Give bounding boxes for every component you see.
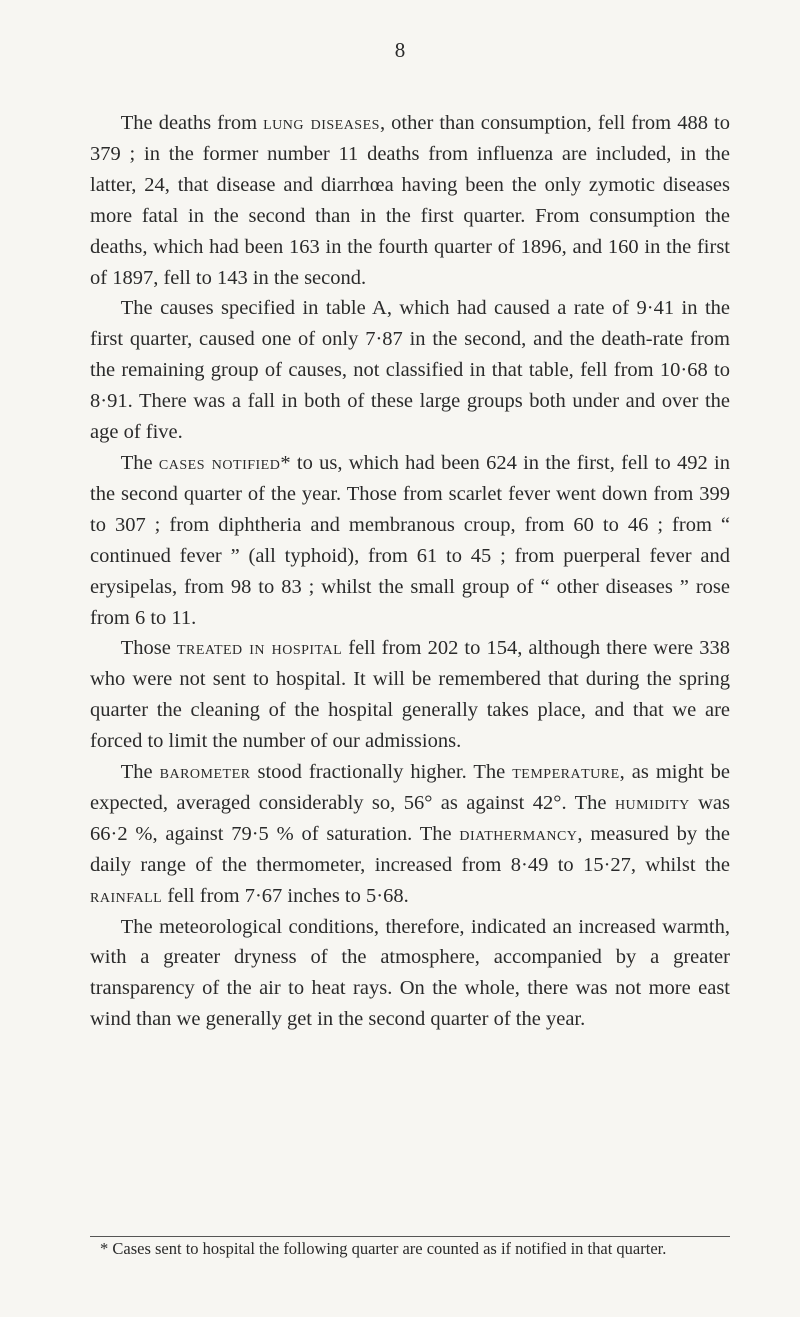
- text-run: * to us, which had been 624 in the first, fell to 492 in the second quarter of the year. Those from scarlet fever went down from 399 to 307 ; from diphtheria and membranous croup, from 60 to 46 ; from “ continued fever ” (all typhoid), from 61 to 45 ; from puerperal fever and erysipelas, from 98 to 83 ; whilst the small group of “ other diseases ” rose from 6 to 11.: [90, 451, 730, 629]
- body-text: [90, 108, 730, 1035]
- text-run: , other than consumption, fell from 488 to 379 ; in the former number 11 deaths from influenza are included, in the latter, 24, that disease and diarrhœa having been the only zymotic diseases more fatal in the second than in the first quarter. From consumption the deaths, which had been 163 in the fourth quarter of 1896, and 160 in the first of 1897, fell to 143 in the second.: [90, 112, 730, 289]
- text-run: , as might be expected, averaged considerably so, 56° as against 42°. The: [90, 761, 731, 814]
- text-run: fell from 7·67 inches to 5·68.: [162, 884, 409, 907]
- paragraph: [90, 108, 730, 293]
- text-run: The: [120, 761, 160, 784]
- small-caps-term: lung diseases: [263, 112, 380, 134]
- text-run: fell from 202 to 154, although there were 338 who were not sent to hospital. It will be remembered that during the spring quarter the cleaning of the hospital generally takes place, and that we are forced to limit the number of our admissions.: [90, 637, 730, 753]
- small-caps-term: treated in hospital: [176, 637, 343, 660]
- small-caps-term: barometer: [159, 761, 251, 784]
- text-run: The meteorological conditions, therefore, indicated an increased warmth, with a greater dryness of the atmosphere, accompanied by a greater transparency of the air to heat rays. On the whole, there was not more east wind than we generally get in the second quarter of the year.: [90, 915, 730, 1031]
- text-run: The: [120, 451, 159, 474]
- small-caps-term: diathermancy: [459, 822, 578, 845]
- paragraph: [90, 757, 730, 912]
- small-caps-term: humidity: [614, 791, 690, 814]
- text-run: , measured by the daily range of the thermometer, increased from 8·49 to 15·27, whilst the: [90, 822, 731, 876]
- paragraph: [90, 633, 730, 757]
- footnote-divider: [90, 1236, 730, 1237]
- small-caps-term: rainfall: [90, 884, 163, 907]
- paragraph: [90, 912, 730, 1036]
- page-number: 8: [394, 38, 406, 62]
- footnote: * Cases sent to hospital the following quarter are counted as if notified in that quarter.: [100, 1239, 667, 1258]
- text-run: The causes specified in table A, which had caused a rate of 9·41 in the first quarter, caused one of only 7·87 in the second, and the death-rate from the remaining group of causes, not classified in that table, fell from 10·68 to 8·91. There was a fall in both of these large groups both under and over the age of five.: [90, 297, 730, 444]
- text-run: stood fractionally higher. The: [250, 761, 513, 784]
- text-run: Those: [120, 637, 177, 660]
- text-run: The deaths from: [120, 112, 264, 134]
- paragraph: [90, 448, 730, 633]
- text-run: was 66·2 %, against 79·5 % of saturation. The: [90, 791, 730, 845]
- small-caps-term: temperature: [512, 761, 620, 784]
- paragraph: [90, 293, 730, 448]
- small-caps-term: cases notified: [158, 451, 281, 474]
